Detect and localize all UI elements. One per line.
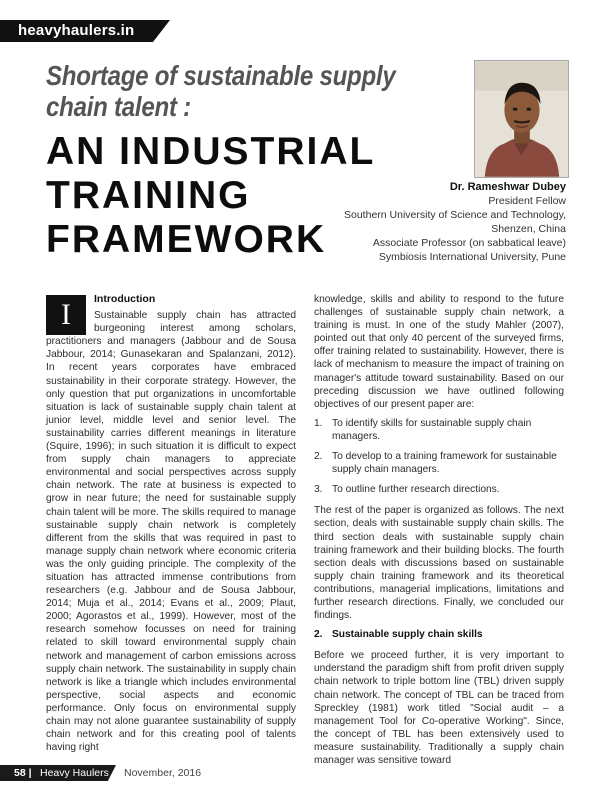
- page-number: [14, 767, 32, 779]
- footer-date: November, 2016: [124, 767, 202, 779]
- introduction-paragraph: Sustainable supply chain has attracted burgeoning interest among scholars, practitioners and managers (Jabbour and de Sousa Jabbour, 2014; Gunasekaran and Spalanzani, 2012). In recent years corporates have embraced sustainability in their corporate strategy. However, the only question that put organizations in uncomfortable situation is lack of sustainable supply chain talent at junior level, middle level and senior level. The sustainability carries different meanings in literature (Squire, 1996); in such situation it is difficult to expect from supply chain managers to appreciate environmental and social perspectives across supply chain network. The rate at business is expected to grow in near future; the need for sustainable supply chain talent will be more. The skills required to manage sustainable supply chain network is completely different from the skills that was required in past to manage supply chain network where economic criteria was the only guiding principle. The complexity of the situation has attracted immense contributions from researchers (e.g. Jabbour and de Sousa Jabbour, 2014; Muja et al., 2014; Evans et al., 2009; Plaut, 2000; Agorastos et al., 1999). However, most of the research somehow focusses on need for training related to skill toward environmental supply chain network and management of carbon emissions across supply chain network. The sustainability in supply chain network is like a triangle which includes environmental perspective, social aspects and economic performance. Only focus on environmental supply chain may not alone guarantee sustainability of supply chain network and for this creating pool of talents having right: [46, 310, 296, 754]
- objective-text: To identify skills for sustainable supply chain managers.: [332, 417, 532, 442]
- objective-text: To develop to a training framework for sustainable supply chain managers.: [332, 451, 557, 476]
- author-affiliation-2: Southern University of Science and Technology, Shenzen, China: [344, 209, 566, 235]
- section-2-title: Sustainable supply chain skills: [332, 629, 483, 641]
- author-affiliation-1: President Fellow: [488, 195, 566, 207]
- page-number-value: 58: [14, 767, 26, 779]
- site-tag: [0, 20, 170, 42]
- author-photo: [474, 60, 569, 178]
- introduction-heading: Introduction: [94, 293, 156, 305]
- author-affiliation-3: Associate Professor (on sabbatical leave): [372, 237, 566, 249]
- objective-item: [314, 483, 564, 496]
- section-2-number: 2.: [314, 629, 323, 641]
- section-2-paragraph: Before we proceed further, it is very important to understand the paradigm shift from profit driven supply chain network to triple bottom line (TBL) driven supply chain network. The concept of TBL can be traced from Spreckley (1981) work titled "Social audit – a management Tool for Co-operative Working". Since, the concept of TBL has been extensively used to measure sustainability. Traditionally a supply chain manager was sensitive toward: [314, 650, 564, 766]
- drop-cap: I: [46, 295, 86, 335]
- objective-number: 3.: [314, 484, 323, 496]
- author-portrait-image: [475, 61, 568, 177]
- introduction-continued-paragraph: knowledge, skills and ability to respond to the future challenges of sustainable supply chain network, a training is must. In one of the study Mahler (2007), pointed out that only 40 percent of the surveyed firms, offer training related to sustainability. However, there is lack of mechanism to measure the impact of training on manager's attitude toward sustainability. Based on our preceding discussion we have outlined following objectives of our present paper are:: [314, 294, 564, 410]
- site-name: heavyhaulers.in: [18, 22, 135, 39]
- author-affiliation-4: Symbiosis International University, Pune: [378, 251, 566, 263]
- objective-text: To outline further research directions.: [332, 484, 500, 496]
- section-2-heading: [314, 628, 564, 641]
- objectives-list: [314, 417, 564, 496]
- author-name: Dr. Rameshwar Dubey: [449, 181, 566, 193]
- article-subtitle: Shortage of sustainable supply chain talent :: [46, 60, 396, 122]
- objective-item: [314, 450, 564, 476]
- page-footer: [0, 765, 612, 781]
- article-column-left: [46, 293, 296, 760]
- article-headline: AN INDUSTRIAL TRAINING FRAMEWORK: [46, 130, 375, 261]
- objective-number: 1.: [314, 417, 323, 429]
- organization-paragraph: The rest of the paper is organized as follows. The next section, deals with sustainable supply chain skills. The third section deals with sustainable supply chain training framework and their building blocks. The fourth section deals with discussions based on sustainable supply chain training framework and its theoretical contributions, managerial implications, limitations and further research directions. Finally, we concluded our findings.: [314, 505, 564, 622]
- footer-separator: |: [28, 767, 32, 779]
- objective-item: [314, 417, 564, 443]
- footer-publication: Heavy Haulers: [40, 767, 109, 779]
- article-column-right: [314, 293, 564, 773]
- objective-number: 2.: [314, 451, 323, 463]
- author-block: [326, 180, 566, 264]
